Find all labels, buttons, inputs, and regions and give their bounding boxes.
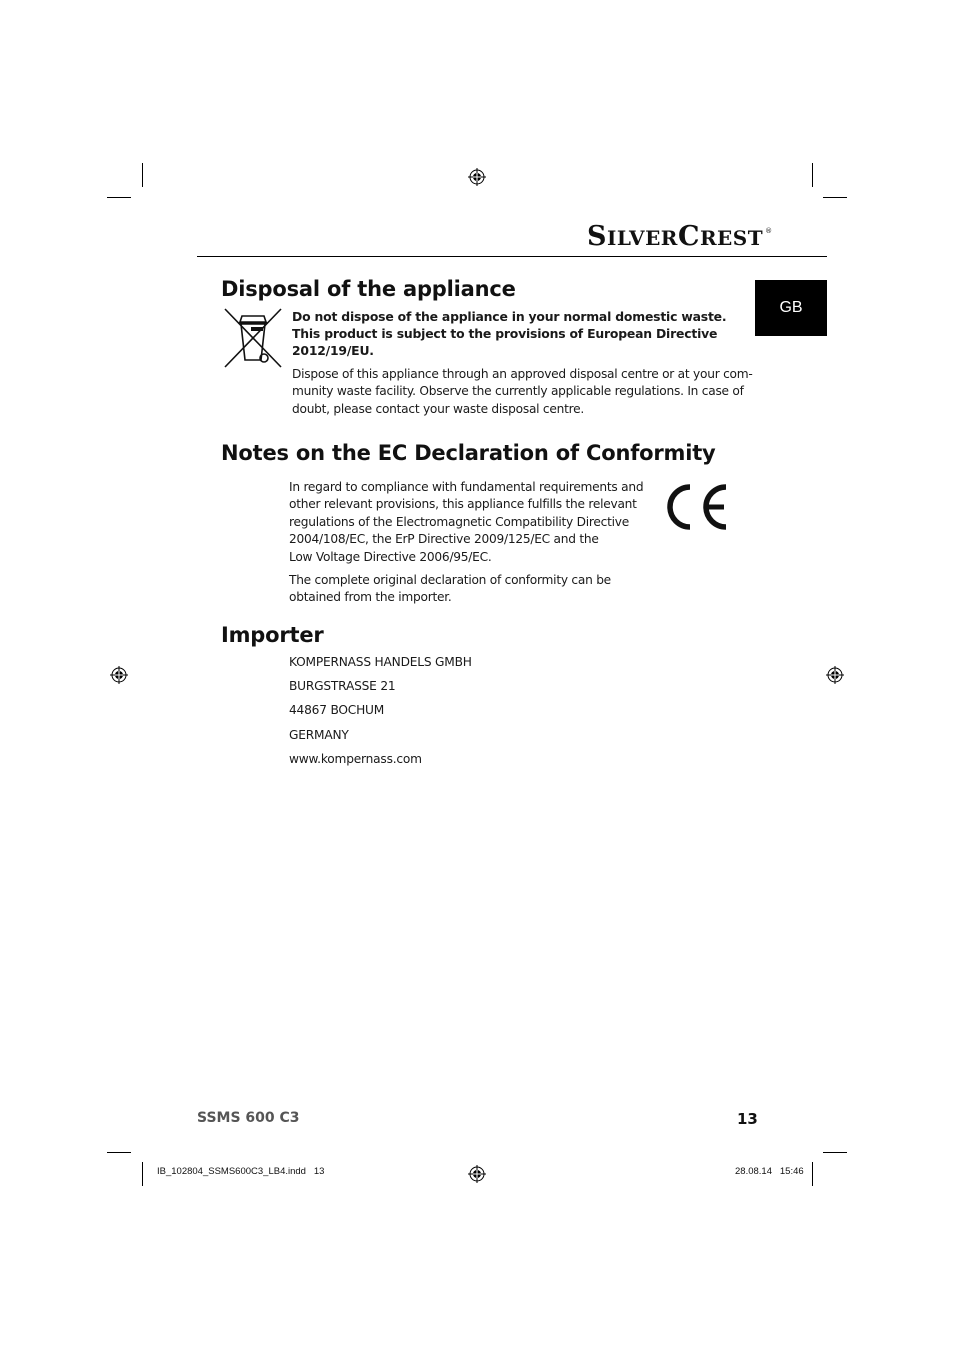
disposal-heading: Disposal of the appliance: [221, 277, 516, 301]
registration-mark-icon: [826, 666, 844, 684]
crop-mark: [812, 163, 813, 187]
footer-model: SSMS 600 C3: [197, 1110, 300, 1126]
ce-mark-icon: [658, 482, 730, 532]
importer-company: KOMPERNASS HANDELS GMBH: [289, 655, 472, 669]
crop-mark: [823, 1152, 847, 1153]
crop-mark: [142, 163, 143, 187]
disposal-warning: Do not dispose of the appliance in your normal domestic waste. This product is subject to the provisions of European Directive 2012/19/EU.: [292, 309, 727, 358]
crop-mark: [107, 197, 131, 198]
importer-country: GERMANY: [289, 728, 349, 742]
page-number: 13: [737, 1110, 758, 1128]
header-rule: [197, 256, 827, 257]
importer-city: 44867 BOCHUM: [289, 703, 385, 717]
registration-mark-icon: [468, 1165, 486, 1183]
brand-logo: SILVERCREST ®: [587, 221, 773, 252]
importer-website: www.kompernass.com: [289, 752, 422, 766]
crop-mark: [823, 197, 847, 198]
conformity-para-2: The complete original declaration of conformity can be obtained from the importer.: [289, 573, 611, 605]
disposal-body: Dispose of this appliance through an approved disposal centre or at your com- munity waste facility. Observe the currently applicable regulations. In case of doubt, please contact your waste disposal centre.: [292, 367, 753, 416]
registration-mark-icon: [468, 168, 486, 186]
slug-file-name: IB_102804_SSMS600C3_LB4.indd 13: [157, 1166, 325, 1177]
conformity-heading: Notes on the EC Declaration of Conformity: [221, 441, 716, 465]
conformity-para-1: In regard to compliance with fundamental requirements and other relevant provisions, this appliance fulfills the relevant regulations of the Electromagnetic Compatibility Directive 2004/108/EC, the ErP Directive 2009/125/EC and the Low Voltage Directive 2006/95/EC.: [289, 480, 644, 564]
crop-mark: [812, 1162, 813, 1186]
importer-street: BURGSTRASSE 21: [289, 679, 396, 693]
crossed-out-wheelie-bin-icon: [224, 308, 284, 370]
language-tab: GB: [755, 280, 827, 336]
crop-mark: [142, 1162, 143, 1186]
registration-mark-icon: [110, 666, 128, 684]
importer-heading: Importer: [221, 623, 324, 647]
crop-mark: [107, 1152, 131, 1153]
slug-timestamp: 28.08.14 15:46: [735, 1166, 804, 1177]
